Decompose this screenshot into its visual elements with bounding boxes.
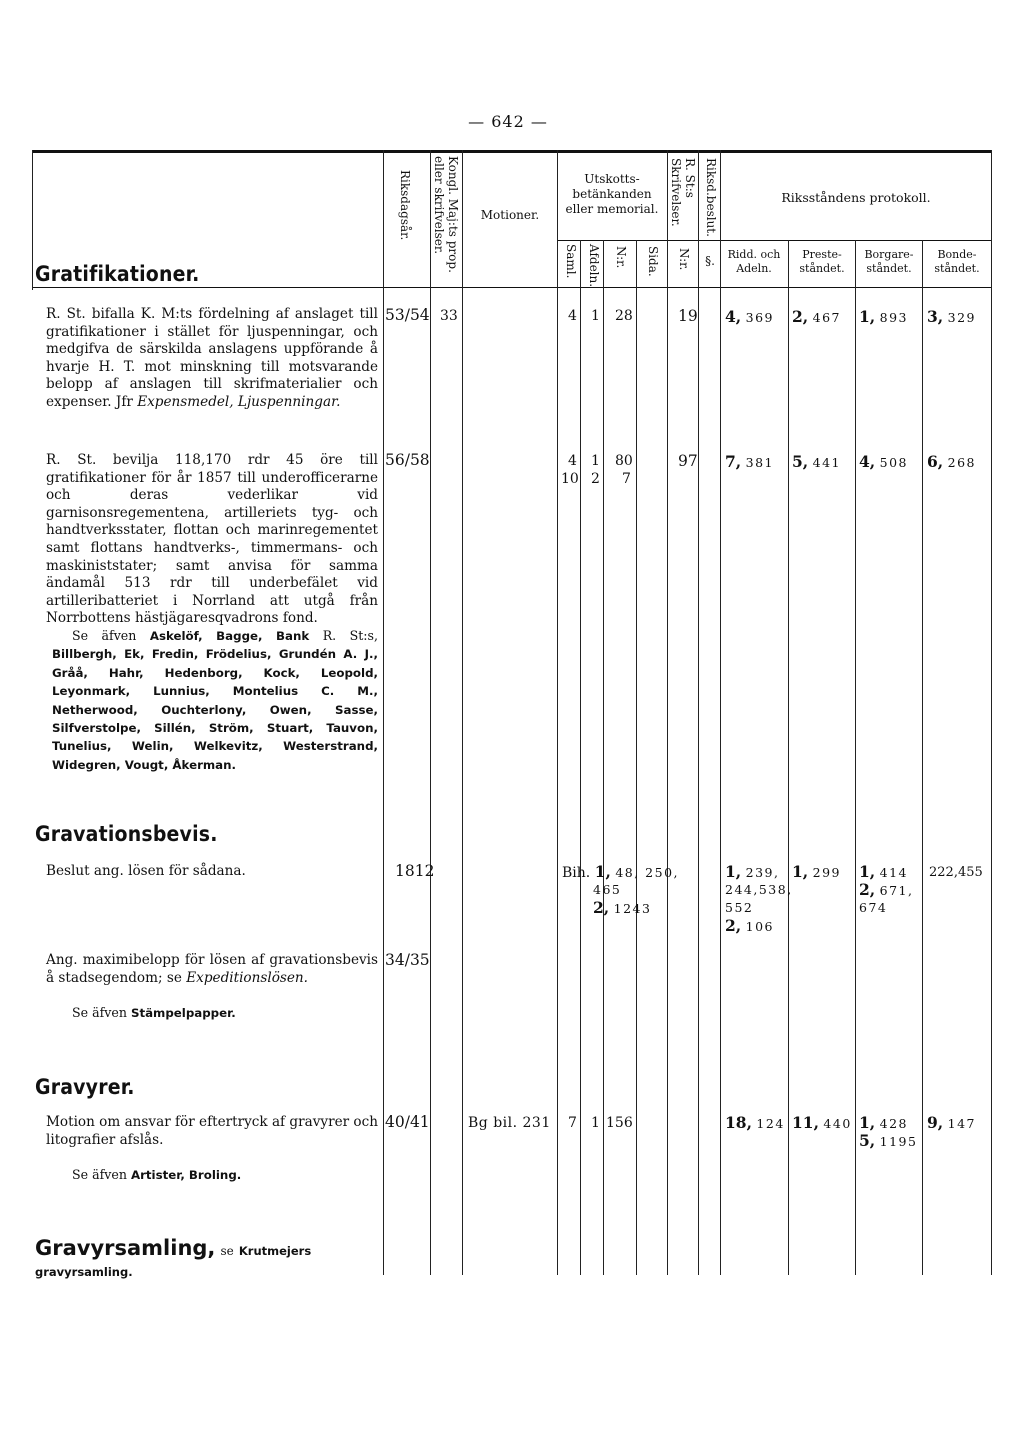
see-also-link[interactable]: Stämpelpapper. — [130, 1006, 236, 1020]
header-saml: Saml. — [563, 244, 578, 279]
year-value: 40/41 — [385, 1113, 430, 1131]
col-rule-ridd — [788, 240, 789, 1275]
bonde-value: 9, 147 — [927, 1113, 976, 1132]
entry-text: Beslut ang. lösen för sådana. — [46, 863, 246, 879]
afdeln-value-2: 2 — [591, 471, 600, 487]
header-rsts: R. St:s Skrifvelser. — [669, 158, 697, 227]
ridd-value-3: 552 — [725, 900, 754, 915]
header-ridd: Ridd. och Adeln. — [727, 248, 781, 275]
header-utskotts: Utskotts- betänkanden eller memorial. — [565, 172, 659, 216]
header-rsts-nr: N:r. — [676, 248, 691, 271]
col-rule-rsts — [698, 150, 699, 1275]
borgare-value: 1, 893 — [859, 307, 908, 326]
col-rule-motioner — [462, 150, 463, 1275]
table-top-rule — [32, 150, 992, 153]
entry-gratifikationer-1-text — [46, 306, 378, 412]
saml-value: 4 — [568, 453, 577, 469]
page-number: — 642 — — [468, 112, 548, 131]
saml-value: 7 — [568, 1115, 577, 1131]
see-also-link[interactable]: Askelöf, Bagge, Bank — [149, 629, 310, 643]
nr-value: 80 — [615, 453, 633, 469]
preste-value: 5, 441 — [792, 452, 841, 471]
saml-value: 4 — [568, 308, 577, 324]
year-value: 56/58 — [385, 451, 430, 469]
borgare-value: 4, 508 — [859, 452, 908, 471]
entry-gravationsbevis-2-text — [46, 952, 378, 987]
entry-text: R. St. bifalla K. M:ts fördelning af anslaget till gratifikationer i stället för ljuspenningar, och medgifva de särskilda anslagens uppförande å hvarje H. T. mot minskning till motsvarande belopp af anslagen till skrifmaterialier och expenser. Jfr — [46, 306, 378, 410]
borgare-value-2: 2, 671, — [859, 880, 914, 899]
section-title-gravyrer: Gravyrer. — [35, 1075, 135, 1099]
afdeln-value: 1 — [591, 1115, 600, 1131]
header-kongl: Kongl. Maj:ts prop. eller skrifvelser. — [432, 156, 460, 273]
col-rule-kongl — [430, 150, 431, 1275]
header-motioner: Motioner. — [480, 208, 540, 222]
header-sida: Sida. — [645, 246, 660, 277]
entry-gratifikationer-2-text — [46, 452, 378, 628]
see-also-gratifikationer: Se äfven Askelöf, Bagge, Bank R. St:s, Billbergh, Ek, Fredin, Frödelius, Grundén A. J., Gråå, Hahr, Hedenborg, Kock, Leopold, Leyonmark, Lunnius, Montelius C. M., Netherwood, Ouchterlony, Owen, Sasse, Silfverstolpe, Sillén, Ström, Stuart, Tauvon, Tunelius, Welin, Welkevitz, Westerstrand, Widegren, Vougt, Åkerman. — [52, 628, 379, 772]
see-also-gravationsbevis: Se äfven Stämpelpapper. — [72, 1005, 236, 1020]
ridd-value-2: 244,538, — [725, 882, 793, 897]
rsts-value: 97 — [678, 452, 698, 470]
ridd-value: 7, 381 — [725, 452, 774, 471]
nr-value: 28 — [615, 308, 633, 324]
entry-gravationsbevis-1-text — [46, 863, 378, 881]
see-also-link[interactable]: Krutmejers gravyrsamling. — [35, 1244, 312, 1279]
entry-gravyrsamling: Gravyrsamling, se Krutmejers gravyrsamling. — [35, 1236, 312, 1279]
header-protokoll: Riksståndens protokoll. — [781, 190, 931, 205]
section-title-gratifikationer: Gratifikationer. — [35, 262, 200, 286]
header-afdeln: Afdeln. — [586, 244, 601, 288]
year-value: 1812 — [395, 862, 435, 880]
see-also-link[interactable]: Artister, Broling. — [130, 1168, 242, 1182]
header-riksd: Riksd.beslut. — [703, 158, 718, 237]
col-rule-left-border — [32, 150, 33, 290]
header-riksd-paragraph: §. — [705, 254, 715, 268]
bonde-value: 222,455 — [929, 865, 983, 880]
col-rule-riksdagsar — [383, 150, 384, 1275]
header-riksdagsar: Riksdagsår. — [397, 170, 412, 241]
preste-value: 11, 440 — [792, 1113, 852, 1132]
col-rule-afdeln — [603, 240, 604, 1275]
ridd-value: 18, 124 — [725, 1113, 785, 1132]
header-bonde: Bonde- ståndet. — [934, 248, 980, 275]
utskotts-value-3: 2, 1243 — [593, 898, 652, 917]
entry-text: Ang. maximibelopp för lösen af gravationsbevis å stadsegendom; se — [46, 952, 378, 986]
afdeln-value: 1 — [591, 308, 600, 324]
col-rule-nr — [636, 240, 637, 1275]
col-rule-sida — [667, 150, 668, 1275]
year-value: 53/54 — [385, 306, 430, 324]
utskotts-value: Bih. 1, 48, 250, — [562, 862, 680, 881]
col-rule-utskotts — [557, 150, 558, 1275]
nr-value: 156 — [606, 1115, 633, 1131]
protokoll-subheader-rule — [720, 240, 992, 241]
utskotts-value-2: 465 — [593, 882, 622, 897]
year-value: 34/35 — [385, 951, 430, 969]
entry-text: Motion om ansvar för eftertryck af gravyrer och litografier afslås. — [46, 1114, 378, 1148]
entry-ref: Expeditionslösen. — [186, 969, 308, 986]
ridd-value: 1, 239, — [725, 862, 780, 881]
entry-ref: Expensmedel, Ljuspenningar. — [137, 393, 341, 410]
col-rule-riksd — [720, 150, 721, 1275]
borgare-value-2: 5, 1195 — [859, 1131, 918, 1150]
section-title-gravyrsamling: Gravyrsamling, — [35, 1236, 216, 1260]
col-rule-borgare — [922, 240, 923, 1275]
preste-value: 2, 467 — [792, 307, 841, 326]
entry-gravyrer-1-text — [46, 1114, 378, 1149]
col-rule-preste — [855, 240, 856, 1275]
bonde-value: 3, 329 — [927, 307, 976, 326]
entry-text: R. St. bevilja 118,170 rdr 45 öre till gratifikationer för år 1857 till underofficerarne och deras vederlikar vid garnisonsregementena, artilleriets tyg- och handtverksstater, flottan och marinregementet samt flottans handtverks-, timmermans- och maskiniststater; samt anvisa för samma ändamål 513 rdr till underbefälet vid artilleribatteriet i Norrland att utgå från Norrbottens hästjägaresqvadrons fond. — [46, 452, 378, 627]
col-rule-saml — [580, 240, 581, 1275]
motion-value: Bg bil. 231 — [468, 1115, 551, 1131]
header-preste: Preste- ståndet. — [799, 248, 845, 275]
ridd-value-4: 2, 106 — [725, 916, 774, 935]
header-nr: N:r. — [613, 246, 628, 269]
nr-value-2: 7 — [622, 471, 631, 487]
saml-value-2: 10 — [561, 471, 579, 487]
table-header-rule — [32, 287, 992, 288]
header-borgare: Borgare- ståndet. — [864, 248, 914, 275]
borgare-value: 1, 414 — [859, 862, 908, 881]
bonde-value: 6, 268 — [927, 452, 976, 471]
preste-value: 1, 299 — [792, 862, 841, 881]
borgare-value: 1, 428 — [859, 1113, 908, 1132]
section-title-gravationsbevis: Gravationsbevis. — [35, 822, 218, 846]
see-also-link[interactable]: Billbergh, Ek, Fredin, Frödelius, Grundén A. J., Gråå, Hahr, Hedenborg, Kock, Leopold, Leyonmark, Lunnius, Montelius C. M., Netherwood, Ouchterlony, Owen, Sasse, Silfverstolpe, Sillén, Ström, Stuart, Tauvon, Tunelius, Welin, Welkevitz, Westerstrand, Widegren, Vougt, Åkerman. — [52, 647, 378, 772]
ridd-value: 4, 369 — [725, 307, 774, 326]
borgare-value-3: 674 — [859, 900, 888, 915]
see-also-gravyrer: Se äfven Artister, Broling. — [72, 1167, 242, 1182]
col-rule-right-border — [991, 150, 992, 1275]
rsts-subheader-rule — [667, 240, 720, 241]
afdeln-value: 1 — [591, 453, 600, 469]
rsts-value: 19 — [678, 307, 698, 325]
kongl-value: 33 — [440, 308, 458, 324]
